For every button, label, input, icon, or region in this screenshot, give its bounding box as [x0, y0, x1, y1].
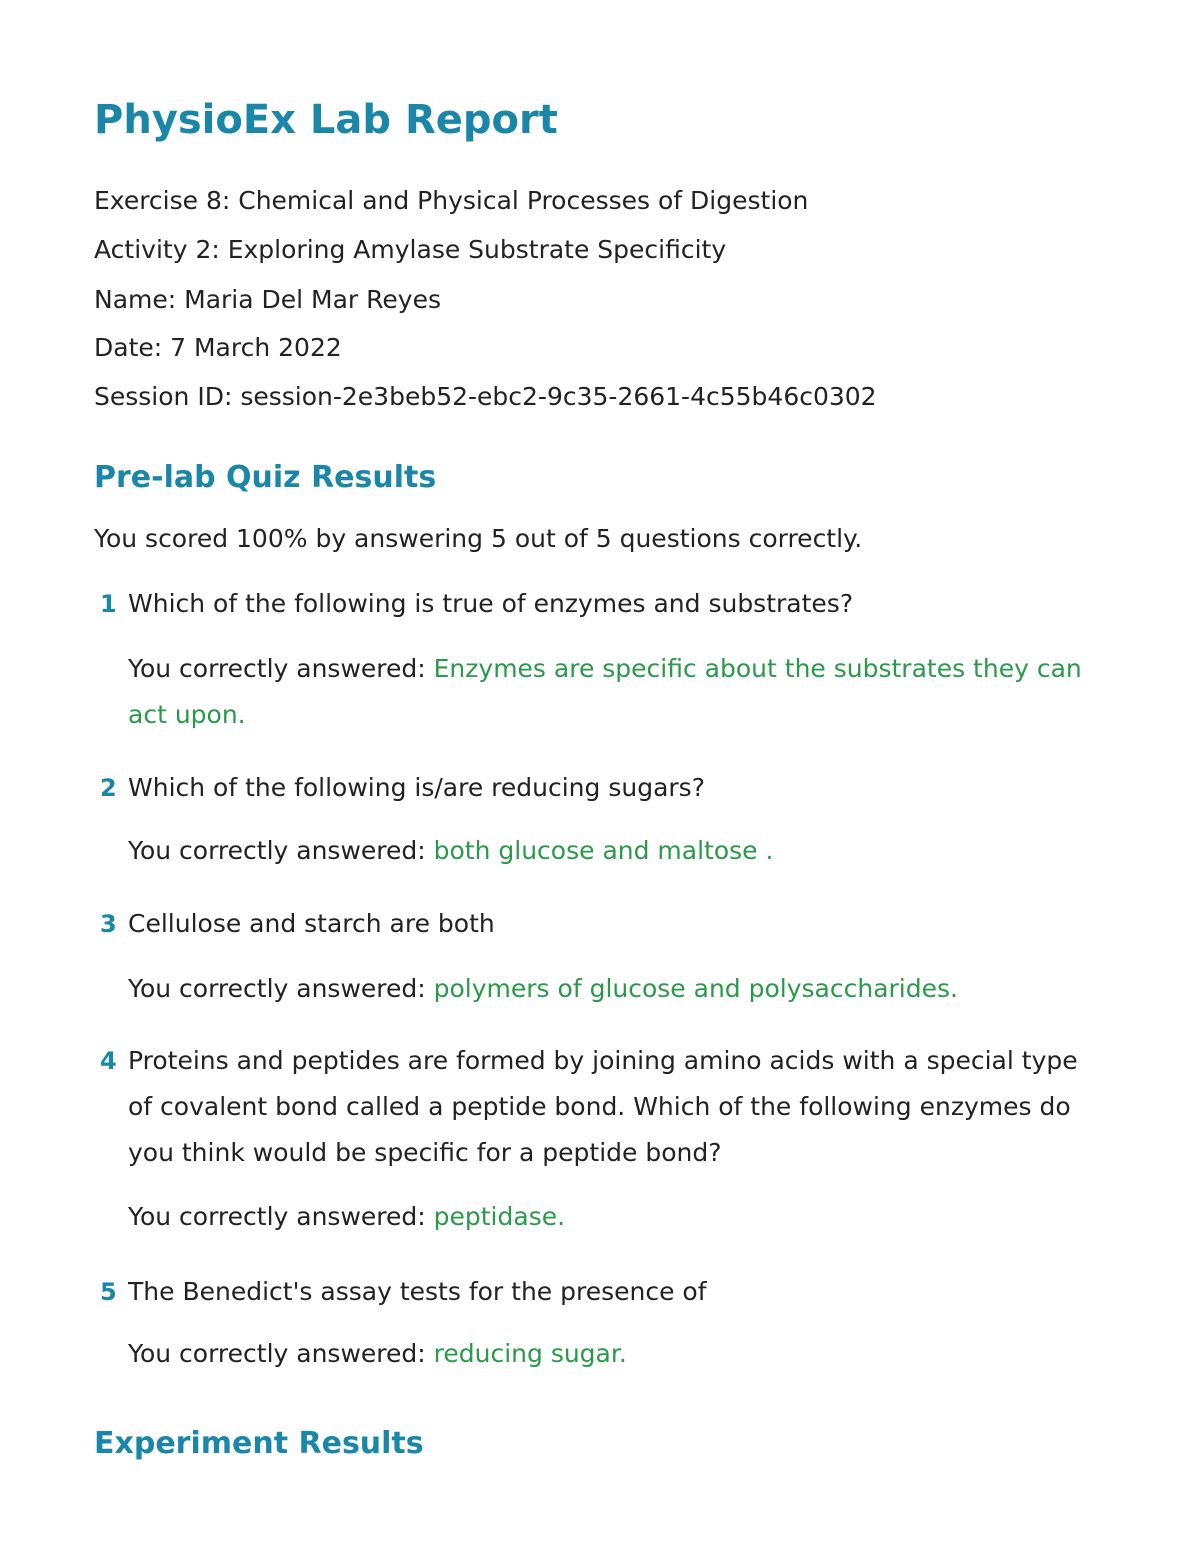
question-text: Which of the following is/are reducing sugars? [128, 773, 705, 802]
question-text: Cellulose and starch are both [128, 909, 495, 938]
answer-prefix: You correctly answered: [128, 1339, 434, 1368]
session-id-line: Session ID: session-2e3beb52-ebc2-9c35-2661-4c55b46c0302 [94, 382, 877, 411]
exercise-line: Exercise 8: Chemical and Physical Processes of Digestion [94, 186, 809, 215]
answer-prefix: You correctly answered: [128, 654, 434, 683]
correct-answer: peptidase. [433, 1202, 566, 1231]
question-answer [128, 972, 1093, 1006]
student-name-line: Name: Maria Del Mar Reyes [94, 285, 441, 314]
answer-prefix: You correctly answered: [128, 974, 434, 1003]
question-number: 1 [100, 590, 117, 618]
report-title: PhysioEx Lab Report [94, 97, 558, 143]
question-answer [128, 646, 1093, 738]
correct-answer: polymers of glucose and polysaccharides. [433, 974, 958, 1003]
question-number: 3 [100, 910, 117, 938]
question-answer [128, 1200, 1093, 1234]
question-number: 5 [100, 1278, 117, 1306]
question-number: 4 [100, 1047, 117, 1075]
question-answer [128, 1337, 1093, 1371]
question-number: 2 [100, 774, 117, 802]
question-answer [128, 834, 1093, 868]
correct-answer: both glucose and maltose . [433, 836, 774, 865]
question-text: The Benedict's assay tests for the presence of [128, 1277, 707, 1306]
answer-prefix: You correctly answered: [128, 1202, 434, 1231]
activity-line: Activity 2: Exploring Amylase Substrate Specificity [94, 235, 727, 264]
quiz-score-text: You scored 100% by answering 5 out of 5 questions correctly. [94, 524, 863, 553]
question-text: Which of the following is true of enzymes and substrates? [128, 589, 854, 618]
experiment-results-heading: Experiment Results [94, 1426, 424, 1461]
quiz-results-heading: Pre-lab Quiz Results [94, 460, 437, 495]
question-text: Proteins and peptides are formed by joining amino acids with a special type of covalent bond called a peptide bond. Which of the following enzymes do you think would be specific for a peptide bond? [128, 1046, 1078, 1167]
correct-answer: reducing sugar. [433, 1339, 627, 1368]
date-line: Date: 7 March 2022 [94, 333, 342, 362]
answer-prefix: You correctly answered: [128, 836, 434, 865]
correct-answer: Enzymes are specific about the substrates they can act upon. [128, 654, 1082, 729]
